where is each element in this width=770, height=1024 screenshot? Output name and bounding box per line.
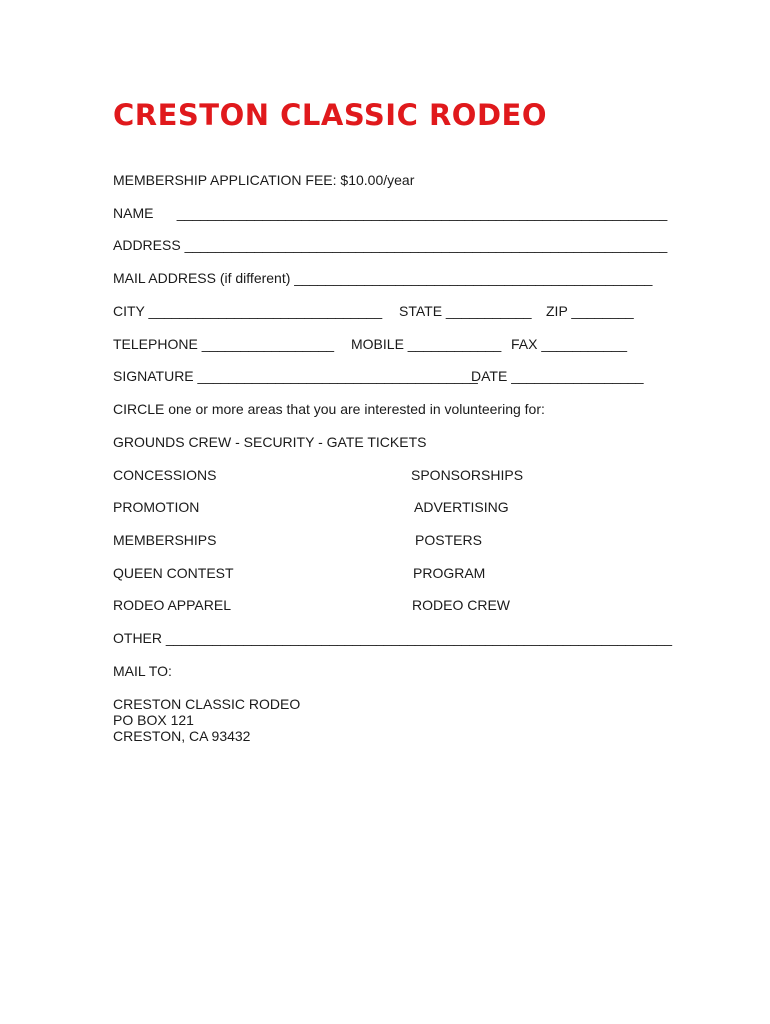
mailing-address — [113, 696, 300, 744]
area-right-option[interactable]: RODEO CREW — [412, 597, 510, 613]
date-field[interactable]: DATE _________________ — [471, 368, 644, 384]
city-field[interactable]: CITY ______________________________ — [113, 303, 383, 319]
address-field[interactable]: ADDRESS ______________________________________________________________ — [113, 237, 668, 253]
circle-instruction: CIRCLE one or more areas that you are interested in volunteering for: — [113, 401, 545, 417]
area-right-option[interactable]: PROGRAM — [413, 565, 486, 581]
mailing-address-line: CRESTON, CA 93432 — [113, 728, 251, 744]
area-right-option[interactable]: SPONSORSHIPS — [411, 467, 524, 483]
mailing-address-line: CRESTON CLASSIC RODEO — [113, 696, 301, 712]
page-title: CRESTON CLASSIC RODEO — [113, 98, 547, 132]
mail-address-field[interactable]: MAIL ADDRESS (if different) ______________________________________________ — [113, 270, 653, 286]
area-right-option[interactable]: POSTERS — [415, 532, 482, 548]
area-right-option[interactable]: ADVERTISING — [414, 499, 509, 515]
area-left-option[interactable]: RODEO APPAREL — [113, 597, 232, 613]
mailing-address-line: PO BOX 121 — [113, 712, 194, 728]
name-field[interactable]: NAME _______________________________________________________________ — [113, 205, 668, 221]
fax-field[interactable]: FAX ___________ — [511, 336, 627, 352]
signature-field[interactable]: SIGNATURE ____________________________________ — [113, 368, 478, 384]
area-left-option[interactable]: PROMOTION — [113, 499, 200, 515]
state-field[interactable]: STATE ___________ — [399, 303, 532, 319]
area-left-option[interactable]: MEMBERSHIPS — [113, 532, 217, 548]
area-left-option[interactable]: CONCESSIONS — [113, 467, 217, 483]
zip-field[interactable]: ZIP ________ — [546, 303, 634, 319]
fee-line: MEMBERSHIP APPLICATION FEE: $10.00/year — [113, 172, 415, 188]
other-field[interactable]: OTHER _________________________________________________________________ — [113, 630, 672, 646]
telephone-field[interactable]: TELEPHONE _________________ — [113, 336, 335, 352]
mail-to-label: MAIL TO: — [113, 663, 172, 679]
areas-line: GROUNDS CREW - SECURITY - GATE TICKETS — [113, 434, 427, 450]
mobile-field[interactable]: MOBILE ____________ — [351, 336, 502, 352]
area-left-option[interactable]: QUEEN CONTEST — [113, 565, 234, 581]
